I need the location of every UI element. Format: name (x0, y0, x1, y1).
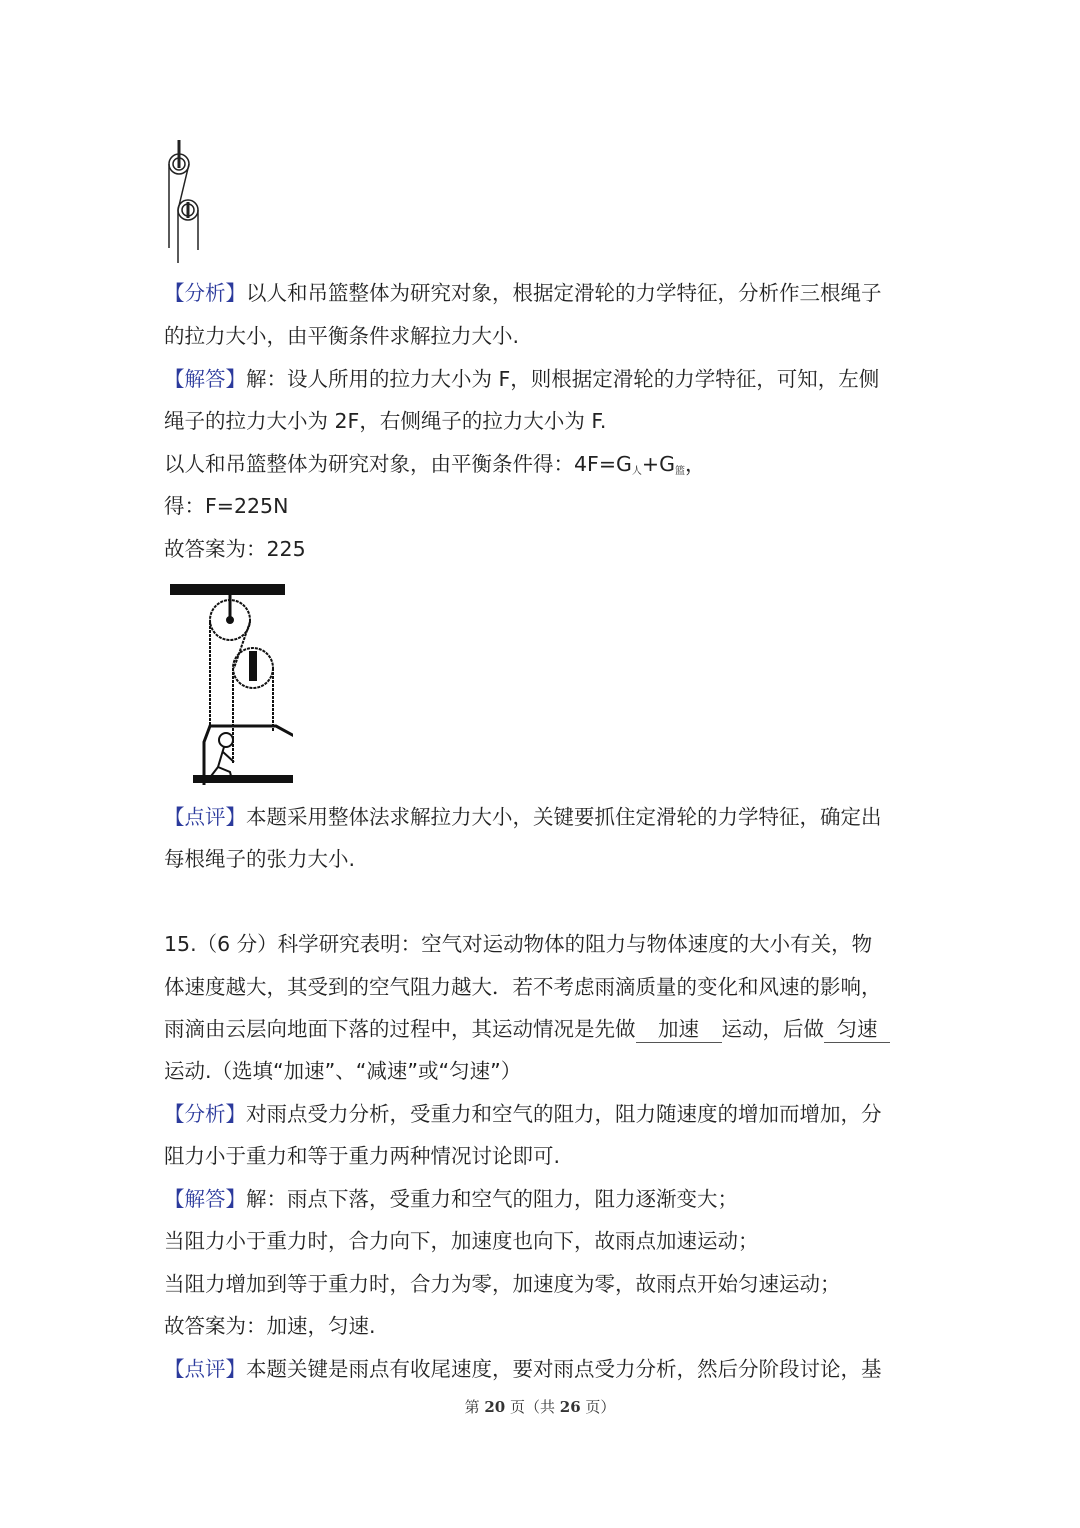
comment-tag: 【点评】 (164, 1357, 246, 1381)
answer-tag: 【解答】 (164, 367, 246, 391)
total-pages: 26 (559, 1398, 581, 1416)
page-footer: 第 20 页（共 26 页） (464, 1398, 616, 1416)
answer-blank-1: 加速 (636, 1016, 722, 1043)
q15-stem-line-2: 体速度越大，其受到的空气阻力越大．若不考虑雨滴质量的变化和风速的影响， (164, 975, 882, 999)
q15-answer-line: 【解答】解：雨点下落，受重力和空气的阻力，阻力逐渐变大； (164, 1187, 738, 1211)
q15-analysis-line: 【分析】对雨点受力分析，受重力和空气的阻力，阻力随速度的增加而增加，分 (164, 1102, 882, 1126)
q14-answer-line-2: 绳子的拉力大小为 2F，右侧绳子的拉力大小为 F. (164, 409, 607, 433)
answer-tag: 【解答】 (164, 1187, 246, 1211)
analysis-tag: 【分析】 (164, 281, 246, 305)
answer-blank-2: 匀速 (824, 1016, 890, 1043)
q14-final-answer: 故答案为：225 (164, 537, 306, 561)
q14-comment-line: 【点评】本题采用整体法求解拉力大小，关键要抓住定滑轮的力学特征，确定出 (164, 805, 882, 829)
q15-analysis-line-2: 阻力小于重力和等于重力两种情况讨论即可. (164, 1144, 561, 1168)
q15-final-answer: 故答案为：加速，匀速. (164, 1314, 376, 1338)
pulley-basket-diagram (168, 582, 293, 787)
q15-comment-line: 【点评】本题关键是雨点有收尾速度，要对雨点受力分析，然后分阶段讨论，基 (164, 1357, 882, 1381)
q14-analysis-line-2: 的拉力大小，由平衡条件求解拉力大小. (164, 324, 520, 348)
q15-stem-line-3: 雨滴由云层向地面下落的过程中，其运动情况是先做 加速 运动，后做 匀速 (164, 1016, 924, 1043)
q15-stem-line-1: 15.（6 分）科学研究表明：空气对运动物体的阻力与物体速度的大小有关，物 (164, 932, 873, 956)
q15-answer-line-3: 当阻力增加到等于重力时，合力为零，加速度为零，故雨点开始匀速运动； (164, 1272, 841, 1296)
q14-answer-equation: 以人和吊篮整体为研究对象，由平衡条件得：$4F=G_人+G_篮$， (164, 452, 706, 477)
analysis-tag: 【分析】 (164, 1102, 246, 1126)
page-number: 20 (484, 1398, 506, 1416)
q15-stem-line-4: 运动.（选填“加速”、“减速”或“匀速”） (164, 1059, 522, 1083)
q14-comment-line-2: 每根绳子的张力大小. (164, 847, 356, 871)
q15-answer-line-2: 当阻力小于重力时，合力向下，加速度也向下，故雨点加速运动； (164, 1229, 759, 1253)
q14-answer-line: 【解答】解：设人所用的拉力大小为 F，则根据定滑轮的力学特征，可知，左侧 (164, 367, 880, 391)
q14-answer-result: 得：F=225N (164, 494, 289, 518)
pulley-diagram-partial (160, 138, 220, 268)
q14-analysis-line: 【分析】以人和吊篮整体为研究对象，根据定滑轮的力学特征，分析作三根绳子 (164, 281, 882, 305)
comment-tag: 【点评】 (164, 805, 246, 829)
